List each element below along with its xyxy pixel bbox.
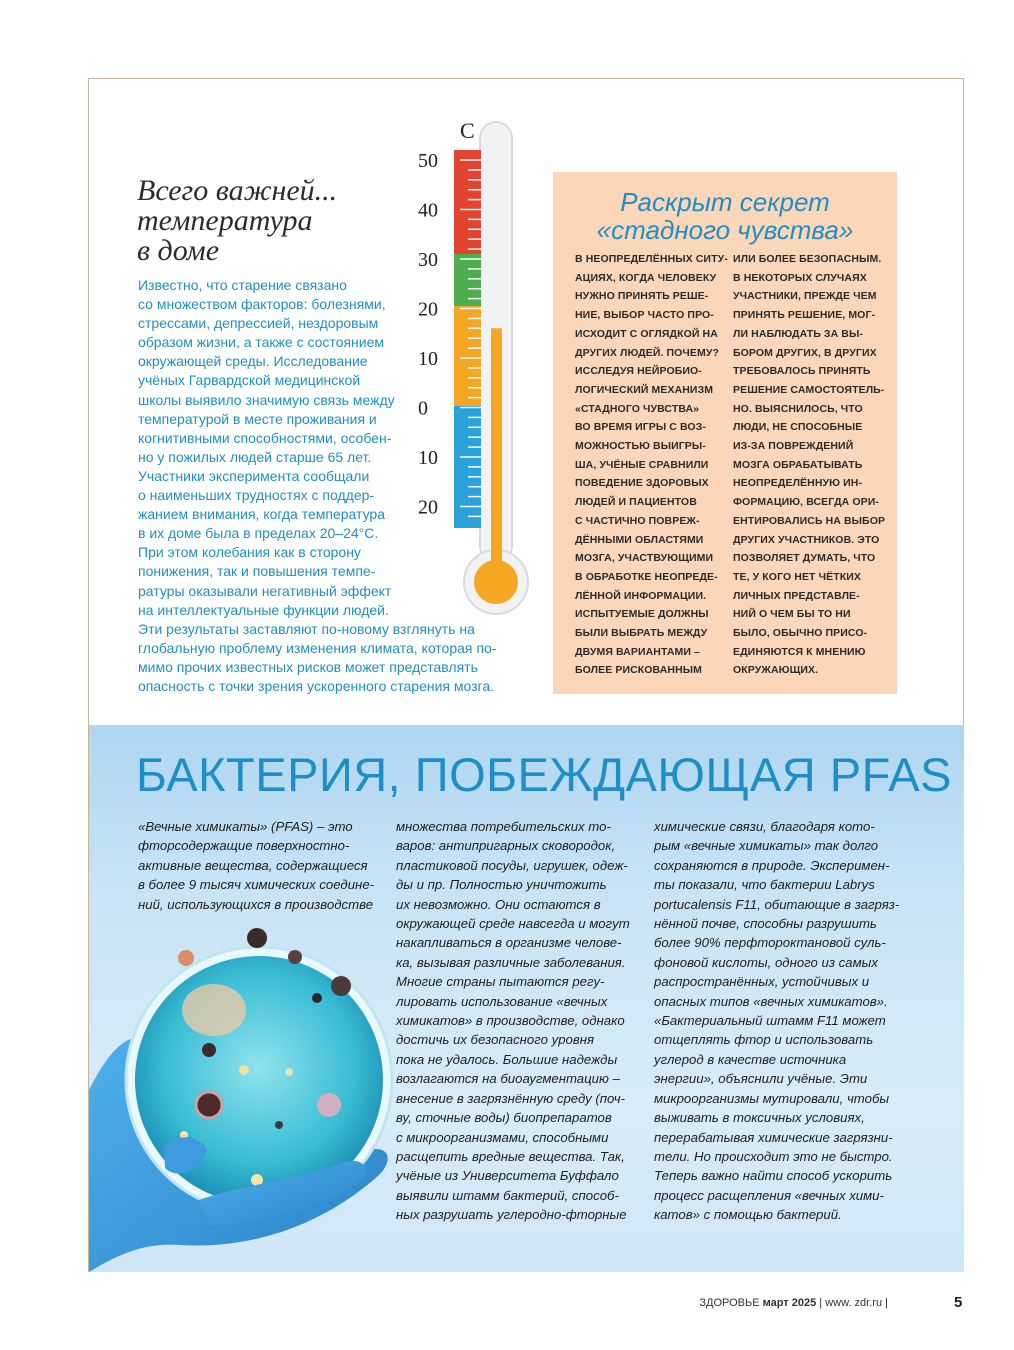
text-line: в их доме была в пределах 20–24°С. <box>138 525 379 542</box>
text-line: в более 9 тысяч химических соедине- <box>138 877 375 893</box>
box-column-2 <box>733 250 886 680</box>
text-line: выживать в токсичных условиях, <box>654 1110 865 1126</box>
text-line: ТЕ, У КОГО НЕТ ЧЁТКИХ <box>733 570 861 583</box>
footer-site: www. zdr.ru <box>825 1297 883 1309</box>
text-line: ФОРМАЦИЮ, ВСЕГДА ОРИ- <box>733 496 879 509</box>
footer-issue: март 2025 <box>762 1297 817 1309</box>
pfas-column-1 <box>138 817 388 914</box>
text-line: катов» с помощью бактерий. <box>654 1207 842 1223</box>
text-line: ОКРУЖАЮЩИХ. <box>733 664 819 677</box>
section-title: БАКТЕРИЯ, ПОБЕЖДАЮЩАЯ PFAS <box>136 748 952 801</box>
text-line: ка, вызывая различные заболевания. <box>396 954 626 970</box>
text-line: их невозможно. Они остаются в <box>396 896 601 912</box>
text-line: ТРЕБОВАЛОСЬ ПРИНЯТЬ <box>733 365 871 378</box>
text-line: ИЛИ БОЛЕЕ БЕЗОПАСНЫМ. <box>733 253 882 265</box>
text-line: «СТАДНОГО ЧУВСТВА» <box>575 402 700 415</box>
text-line: ву, сточные воды) биопрепаратов <box>396 1110 612 1126</box>
text-line: БЫЛИ ВЫБРАТЬ МЕЖДУ <box>575 627 708 640</box>
text-line: окружающей среде навсегда и могут <box>396 916 630 932</box>
text-line: жанием внимания, когда температура <box>138 506 385 523</box>
text-line: ты показали, что бактерии Labrys <box>654 877 875 893</box>
sidebar-box <box>553 172 897 694</box>
text-line: ША, УЧЁНЫЕ СРАВНИЛИ <box>575 458 709 471</box>
text-line: НИЕ, ВЫБОР ЧАСТО ПРО- <box>575 309 714 322</box>
text-line: но у пожилых людей старше 65 лет. <box>138 448 372 465</box>
page-footer <box>699 1297 888 1309</box>
text-line: МОЗГА, УЧАСТВУЮЩИМИ <box>575 552 714 565</box>
text-line: НУЖНО ПРИНЯТЬ РЕШЕ- <box>575 290 709 303</box>
text-line: сохраняются в природе. Эксперимен- <box>654 857 890 873</box>
text-line: образом жизни, а также с состоянием <box>138 334 385 351</box>
text-line: достичь их безопасного уровня <box>396 1032 595 1048</box>
text-line: В ОБРАБОТКЕ НЕОПРЕДЕ- <box>575 570 718 583</box>
text-line: ПРИНЯТЬ РЕШЕНИЕ, МОГ- <box>733 309 876 322</box>
scale-label: 50 <box>418 150 438 172</box>
text-line: опасность с точки зрения ускоренного старения мозга. <box>138 677 495 694</box>
text-line: стрессами, депрессией, нездоровым <box>138 315 379 332</box>
text-line: УЧАСТНИКИ, ПРЕЖДЕ ЧЕМ <box>733 290 877 303</box>
scale-label: 10 <box>418 348 438 370</box>
scale-label: 30 <box>418 249 438 271</box>
text-line: ЛЮДЕЙ И ПАЦИЕНТОВ <box>575 496 697 509</box>
text-line: пластиковой посуды, игрушек, одеж- <box>396 857 628 873</box>
text-line: При этом колебания как в сторону <box>138 544 361 561</box>
thermometer-bulb <box>474 560 518 604</box>
text-line: рым «вечные химикаты» так долго <box>654 838 879 854</box>
text-line: окружающей среды. Исследование <box>138 353 368 370</box>
text-line: фторсодержащие поверхностно- <box>138 838 350 854</box>
text-line: ДРУГИХ УЧАСТНИКОВ. ЭТО <box>733 533 880 546</box>
text-line: школы выявило значимую связь между <box>138 391 395 408</box>
text-line: ИЗ-ЗА ПОВРЕЖДЕНИЙ <box>733 440 854 453</box>
text-line: ДВУМЯ ВАРИАНТАМИ – <box>575 645 700 658</box>
text-line: тели. Но происходит это не быстро. <box>654 1148 893 1164</box>
pfas-column-3 <box>654 817 914 1225</box>
text-line: учёные из Университета Буффало <box>396 1168 619 1184</box>
text-line: опасных типов «вечных химикатов». <box>654 993 888 1009</box>
mercury-column <box>491 328 502 582</box>
text-line: Многие страны пытаются регу- <box>396 974 605 990</box>
text-line: ЛЁННОЙ ИНФОРМАЦИИ. <box>575 589 707 602</box>
text-line: нённой почве, способны разрушить <box>654 916 877 932</box>
box-title: Раскрыт секрет «стадного чувства» <box>596 187 854 245</box>
text-line: В НЕОПРЕДЕЛЁННЫХ СИТУ- <box>575 253 728 265</box>
text-line: мимо прочих известных рисков может представлять <box>138 658 478 675</box>
scale-label: 20 <box>418 496 438 519</box>
text-line: ВО ВРЕМЯ ИГРЫ С ВОЗ- <box>575 421 706 434</box>
text-line: Эти результаты заставляют по-новому взглянуть на <box>138 620 475 637</box>
box-column-1 <box>575 250 728 680</box>
text-line: ДРУГИХ ЛЮДЕЙ. ПОЧЕМУ? <box>575 346 719 359</box>
text-line: ды и пр. Полностью уничтожить <box>396 877 607 893</box>
text-line: учёных Гарвардской медицинской <box>138 372 361 389</box>
text-line: ЕНТИРОВАЛИСЬ НА ВЫБОР <box>733 514 886 527</box>
text-line: понижения, так и повышения темпе- <box>138 563 376 580</box>
text-line: варов: антипригарных сковородок, <box>396 838 616 854</box>
text-line: «Вечные химикаты» (PFAS) – это <box>138 819 353 834</box>
text-line: отщеплять фтор и использовать <box>654 1032 874 1048</box>
text-line: «Бактериальный штамм F11 может <box>654 1013 886 1029</box>
text-line: температурой в месте проживания и <box>138 410 377 427</box>
petri-dish-illustration <box>89 900 399 1272</box>
pfas-column-2 <box>396 817 646 1225</box>
text-line: НЕОПРЕДЕЛЁННУЮ ИН- <box>733 477 863 490</box>
text-line: химикатов» в производстве, однако <box>396 1013 625 1029</box>
scale-band-orange <box>454 306 481 406</box>
text-line: ратуры оказывали негативный эффект <box>138 582 392 599</box>
text-line: БОЛЕЕ РИСКОВАННЫМ <box>575 664 702 677</box>
text-line: В НЕКОТОРЫХ СЛУЧАЯХ <box>733 271 867 284</box>
text-line: ПОВЕДЕНИЕ ЗДОРОВЫХ <box>575 477 709 490</box>
text-line: со множеством факторов: болезнями, <box>138 296 386 313</box>
scale-label: 20 <box>418 298 438 321</box>
text-line: НО. ВЫЯСНИЛОСЬ, ЧТО <box>733 402 863 415</box>
scale-label: 10 <box>418 447 438 469</box>
text-line: ПОЗВОЛЯЕТ ДУМАТЬ, ЧТО <box>733 552 876 565</box>
text-line: Известно, что старение связано <box>138 277 347 293</box>
footer-divider: | <box>819 1297 826 1309</box>
text-line: ДЁННЫМИ ОБЛАСТЯМИ <box>575 533 704 546</box>
text-line: ЛОГИЧЕСКИЙ МЕХАНИЗМ <box>575 383 714 396</box>
text-line: фоновой кислоты, одного из самых <box>654 954 878 970</box>
text-line: микроорганизмы мутировали, чтобы <box>654 1090 890 1106</box>
text-line: расщепить вредные вещества. Так, <box>396 1148 625 1164</box>
text-line: БОРОМ ДРУГИХ, В ДРУГИХ <box>733 346 877 359</box>
text-line: активные вещества, содержащиеся <box>138 857 368 873</box>
text-line: выявили штамм бактерий, способ- <box>396 1187 619 1203</box>
text-line: ЛИЧНЫХ ПРЕДСТАВЛЕ- <box>733 589 860 602</box>
text-line: химические связи, благодаря кото- <box>654 819 875 834</box>
text-line: на интеллектуальные функции людей. <box>138 601 389 618</box>
text-line: БЫЛО, ОБЫЧНО ПРИСО- <box>733 627 868 640</box>
text-line: когнитивными способностями, особен- <box>138 429 392 446</box>
text-line: НИЙ О ЧЕМ БЫ ТО НИ <box>733 608 851 621</box>
text-line: ЛИ НАБЛЮДАТЬ ЗА ВЫ- <box>733 327 863 340</box>
pfas-section <box>89 725 964 1272</box>
footer-magazine: ЗДОРОВЬЕ <box>699 1297 760 1309</box>
thermometer-unit-label: С <box>460 118 475 143</box>
text-line: ний, использующихся в производстве <box>138 896 374 912</box>
text-line: углерод в качестве источника <box>654 1051 847 1067</box>
scale-label: 0 <box>418 397 428 420</box>
text-line: Теперь важно найти способ ускорить <box>654 1168 893 1184</box>
page-number: 5 <box>954 1294 963 1311</box>
text-line: АЦИЯХ, КОГДА ЧЕЛОВЕКУ <box>575 271 717 284</box>
text-line: ИСХОДИТ С ОГЛЯДКОЙ НА <box>575 327 718 340</box>
text-line: ИССЛЕДУЯ НЕЙРОБИО- <box>575 365 702 378</box>
text-line: процесс расщепления «вечных хими- <box>654 1187 884 1203</box>
thermometer-illustration <box>410 116 540 616</box>
text-line: перерабатывая химические загрязни- <box>654 1129 893 1145</box>
article-title: Всего важней... температура в доме <box>137 174 338 267</box>
text-line: накапливаться в организме челове- <box>396 935 622 951</box>
text-line: ЛЮДИ, НЕ СПОСОБНЫЕ <box>733 421 863 434</box>
text-line: ИСПЫТУЕМЫЕ ДОЛЖНЫ <box>575 608 709 621</box>
text-line: ных разрушать углеродно-фторные <box>396 1207 627 1223</box>
text-line: Участники эксперимента сообщали <box>138 467 370 484</box>
text-line: РЕШЕНИЕ САМОСТОЯТЕЛЬ- <box>733 383 885 396</box>
text-line: лировать использование «вечных <box>396 993 608 1009</box>
text-line: portucalensis F11, обитающие в загряз- <box>654 896 900 912</box>
text-line: ЕДИНЯЮТСЯ К МНЕНИЮ <box>733 645 866 658</box>
text-line: более 90% перфтороктановой суль- <box>654 935 886 951</box>
scale-label: 40 <box>418 199 438 222</box>
text-line: глобальную проблему изменения климата, которая по- <box>138 639 497 656</box>
text-line: внесение в загрязнённую среду (поч- <box>396 1090 625 1106</box>
text-line: энергии», объяснили учёные. Эти <box>654 1071 868 1087</box>
text-line: с микроорганизмами, способными <box>396 1129 609 1145</box>
text-line: пока не удалось. Большие надежды <box>396 1051 618 1067</box>
footer-divider: | <box>885 1297 888 1309</box>
text-line: С ЧАСТИЧНО ПОВРЕЖ- <box>575 514 700 527</box>
scale-band-red <box>454 150 481 254</box>
text-line: о наименьших трудностях с поддер- <box>138 487 375 504</box>
text-line: множества потребительских то- <box>396 819 611 834</box>
text-line: распространённых, устойчивых и <box>654 974 870 990</box>
text-line: МОЖНОСТЬЮ ВЫИГРЫ- <box>575 440 706 453</box>
text-line: возлагаются на биоаугментацию – <box>396 1071 620 1087</box>
text-line: МОЗГА ОБРАБАТЫВАТЬ <box>733 458 863 471</box>
